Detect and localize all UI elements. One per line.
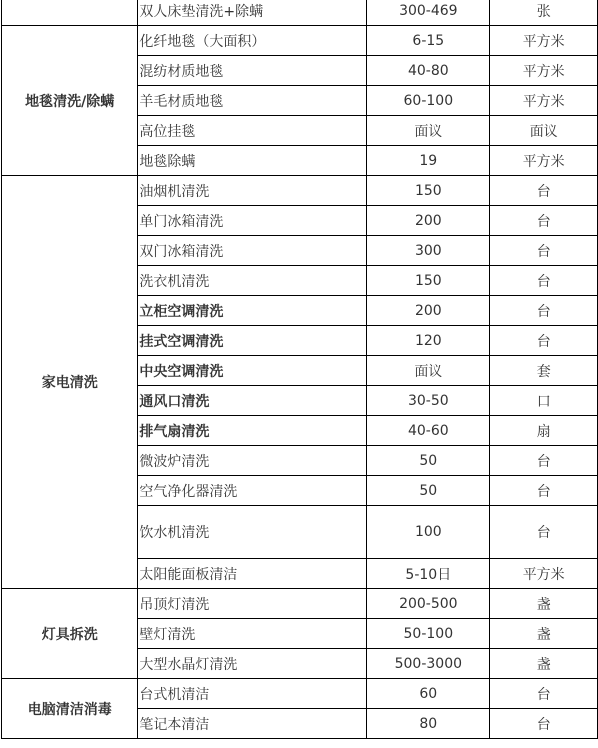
service-name: 吊顶灯清洗 — [138, 589, 367, 619]
price-table — [1, 0, 598, 739]
service-price: 500-3000 — [367, 649, 490, 679]
service-name: 立柜空调清洗 — [138, 296, 367, 326]
service-price: 60 — [367, 679, 490, 709]
service-name: 壁灯清洗 — [138, 619, 367, 649]
service-name: 油烟机清洗 — [138, 176, 367, 206]
service-price: 19 — [367, 146, 490, 176]
service-name: 通风口清洗 — [138, 386, 367, 416]
service-price: 200 — [367, 206, 490, 236]
service-price: 50-100 — [367, 619, 490, 649]
service-price: 60-100 — [367, 86, 490, 116]
service-price: 200-500 — [367, 589, 490, 619]
service-price: 面议 — [367, 356, 490, 386]
service-unit: 台 — [490, 266, 598, 296]
service-name: 中央空调清洗 — [138, 356, 367, 386]
service-name: 饮水机清洗 — [138, 506, 367, 559]
service-name: 挂式空调清洗 — [138, 326, 367, 356]
service-price: 面议 — [367, 116, 490, 146]
service-price: 6-15 — [367, 26, 490, 56]
service-price: 200 — [367, 296, 490, 326]
service-unit: 台 — [490, 506, 598, 559]
service-name: 混纺材质地毯 — [138, 56, 367, 86]
service-unit: 台 — [490, 236, 598, 266]
service-unit: 平方米 — [490, 559, 598, 589]
service-price: 40-60 — [367, 416, 490, 446]
service-name: 排气扇清洗 — [138, 416, 367, 446]
service-unit: 台 — [490, 709, 598, 739]
service-unit: 平方米 — [490, 86, 598, 116]
service-name: 化纤地毯（大面积） — [138, 26, 367, 56]
table-row — [2, 589, 598, 619]
service-name: 高位挂毯 — [138, 116, 367, 146]
service-name: 地毯除螨 — [138, 146, 367, 176]
service-unit: 台 — [490, 176, 598, 206]
service-unit: 台 — [490, 296, 598, 326]
service-unit: 平方米 — [490, 26, 598, 56]
service-name: 单门冰箱清洗 — [138, 206, 367, 236]
category-cell: 地毯清洗/除螨 — [2, 26, 138, 176]
service-price: 50 — [367, 476, 490, 506]
service-price: 150 — [367, 176, 490, 206]
table-row — [2, 679, 598, 709]
service-name: 双人床垫清洗+除螨 — [138, 0, 367, 26]
category-cell: 灯具拆洗 — [2, 589, 138, 679]
service-price: 50 — [367, 446, 490, 476]
service-unit: 平方米 — [490, 146, 598, 176]
service-unit: 口 — [490, 386, 598, 416]
service-price: 30-50 — [367, 386, 490, 416]
service-name: 笔记本清洁 — [138, 709, 367, 739]
service-price: 150 — [367, 266, 490, 296]
service-unit: 盏 — [490, 649, 598, 679]
service-unit: 台 — [490, 679, 598, 709]
category-cell: 家电清洗 — [2, 176, 138, 589]
service-unit: 张 — [490, 0, 598, 26]
service-unit: 台 — [490, 476, 598, 506]
service-unit: 平方米 — [490, 56, 598, 86]
service-price: 40-80 — [367, 56, 490, 86]
service-price: 300-469 — [367, 0, 490, 26]
service-price: 80 — [367, 709, 490, 739]
service-name: 微波炉清洗 — [138, 446, 367, 476]
service-name: 双门冰箱清洗 — [138, 236, 367, 266]
service-name: 羊毛材质地毯 — [138, 86, 367, 116]
service-name: 太阳能面板清洁 — [138, 559, 367, 589]
table-row — [2, 0, 598, 26]
service-price: 300 — [367, 236, 490, 266]
service-name: 空气净化器清洗 — [138, 476, 367, 506]
price-table-body — [2, 0, 598, 739]
service-price: 100 — [367, 506, 490, 559]
table-row — [2, 176, 598, 206]
service-unit: 套 — [490, 356, 598, 386]
service-price: 120 — [367, 326, 490, 356]
service-unit: 盏 — [490, 619, 598, 649]
category-cell: 电脑清洁消毒 — [2, 679, 138, 739]
service-unit: 台 — [490, 326, 598, 356]
service-unit: 台 — [490, 446, 598, 476]
service-price: 5-10日 — [367, 559, 490, 589]
table-row — [2, 26, 598, 56]
service-name: 大型水晶灯清洗 — [138, 649, 367, 679]
service-name: 台式机清洁 — [138, 679, 367, 709]
service-name: 洗衣机清洗 — [138, 266, 367, 296]
service-unit: 台 — [490, 206, 598, 236]
service-unit: 扇 — [490, 416, 598, 446]
service-unit: 面议 — [490, 116, 598, 146]
service-unit: 盏 — [490, 589, 598, 619]
category-cell — [2, 0, 138, 26]
